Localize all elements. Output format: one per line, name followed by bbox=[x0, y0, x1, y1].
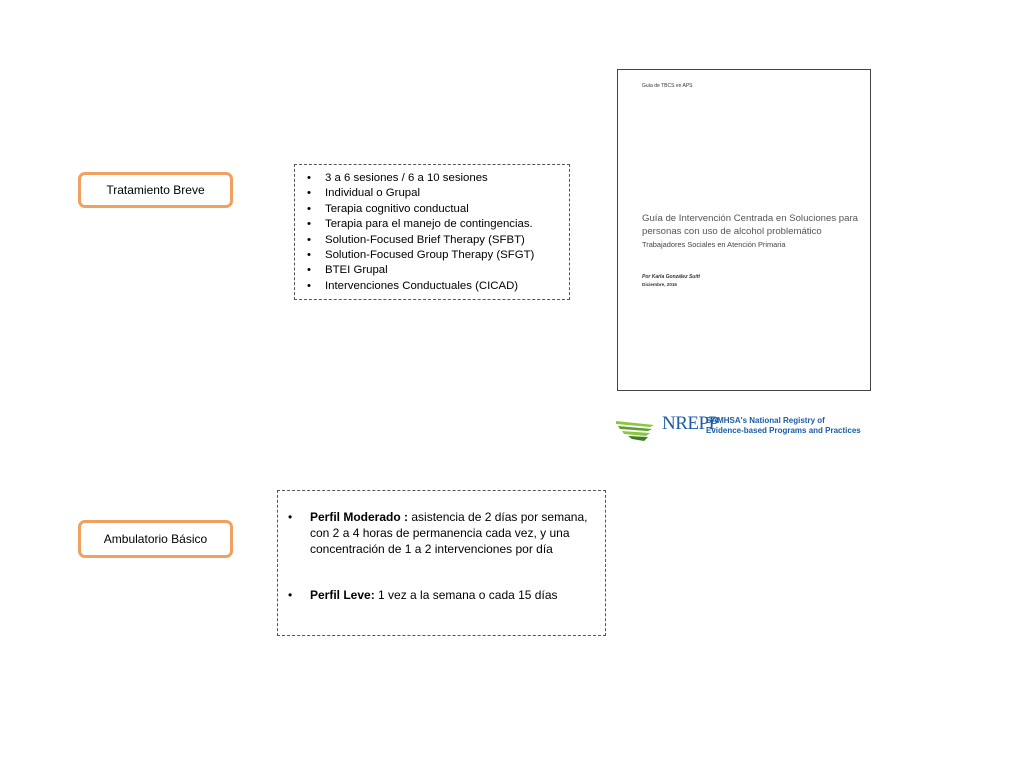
perfil-leve-text: 1 vez a la semana o cada 15 días bbox=[374, 588, 558, 602]
bullet-icon: • bbox=[307, 264, 311, 277]
nrepp-wordmark: NREPP bbox=[662, 413, 719, 434]
ambulatorio-basico-text: Ambulatorio Básico bbox=[103, 532, 208, 546]
document-author: Por Karla González Suitt bbox=[642, 274, 701, 280]
bullet-icon: • bbox=[288, 510, 293, 524]
list-item: • Terapia cognitivo conductual bbox=[307, 202, 563, 217]
tratamiento-breve-details bbox=[294, 164, 570, 300]
bullet-icon: • bbox=[307, 187, 311, 200]
document-date: Diciembre, 2016 bbox=[642, 282, 677, 287]
list-item bbox=[288, 509, 595, 557]
list-item: • Solution-Focused Brief Therapy (SFBT) bbox=[307, 233, 563, 248]
list-item bbox=[288, 587, 595, 603]
tratamiento-breve-label bbox=[78, 172, 233, 208]
document-subtitle: Trabajadores Sociales en Atención Primaria bbox=[642, 240, 786, 249]
bullet-icon: • bbox=[288, 588, 293, 602]
tratamiento-breve-text: Tratamiento Breve bbox=[106, 183, 205, 197]
guide-document-cover bbox=[617, 69, 871, 391]
list-item: • BTEI Grupal bbox=[307, 263, 563, 278]
list-item: • Intervenciones Conductuales (CICAD) bbox=[307, 279, 563, 294]
bullet-icon: • bbox=[307, 202, 311, 215]
list-item: • Individual o Grupal bbox=[307, 186, 563, 201]
bullet-icon: • bbox=[307, 249, 311, 262]
bullet-icon: • bbox=[307, 172, 311, 184]
nrepp-logo bbox=[614, 411, 874, 443]
ambulatorio-basico-list bbox=[288, 509, 595, 603]
ambulatorio-basico-details bbox=[277, 490, 606, 636]
document-title: Guía de Intervención Centrada en Soluciones para personas con uso de alcohol problemático bbox=[642, 213, 858, 237]
perfil-leve-label: Perfil Leve: bbox=[310, 588, 375, 602]
nrepp-tagline: SAMHSA's National Registry of Evidence-based Programs and Practices bbox=[706, 416, 861, 435]
perfil-moderado-label: Perfil Moderado : bbox=[310, 510, 409, 524]
bullet-icon: • bbox=[307, 233, 311, 246]
list-item: • Solution-Focused Group Therapy (SFGT) bbox=[307, 248, 563, 263]
tratamiento-breve-list bbox=[307, 171, 563, 294]
bullet-icon: • bbox=[307, 218, 311, 231]
document-header: Guía de TBCS en APS bbox=[642, 83, 693, 89]
ambulatorio-basico-label bbox=[78, 520, 233, 558]
list-item: • 3 a 6 sesiones / 6 a 10 sesiones bbox=[307, 171, 563, 186]
perfil-moderado-text: asistencia de 2 días por semana, con 2 a 4 horas de permanencia cada vez, y una concentración de 1 a 2 intervenciones por día bbox=[310, 510, 588, 556]
bullet-icon: • bbox=[307, 279, 311, 292]
list-item: • Terapia para el manejo de contingencias. bbox=[307, 217, 563, 232]
